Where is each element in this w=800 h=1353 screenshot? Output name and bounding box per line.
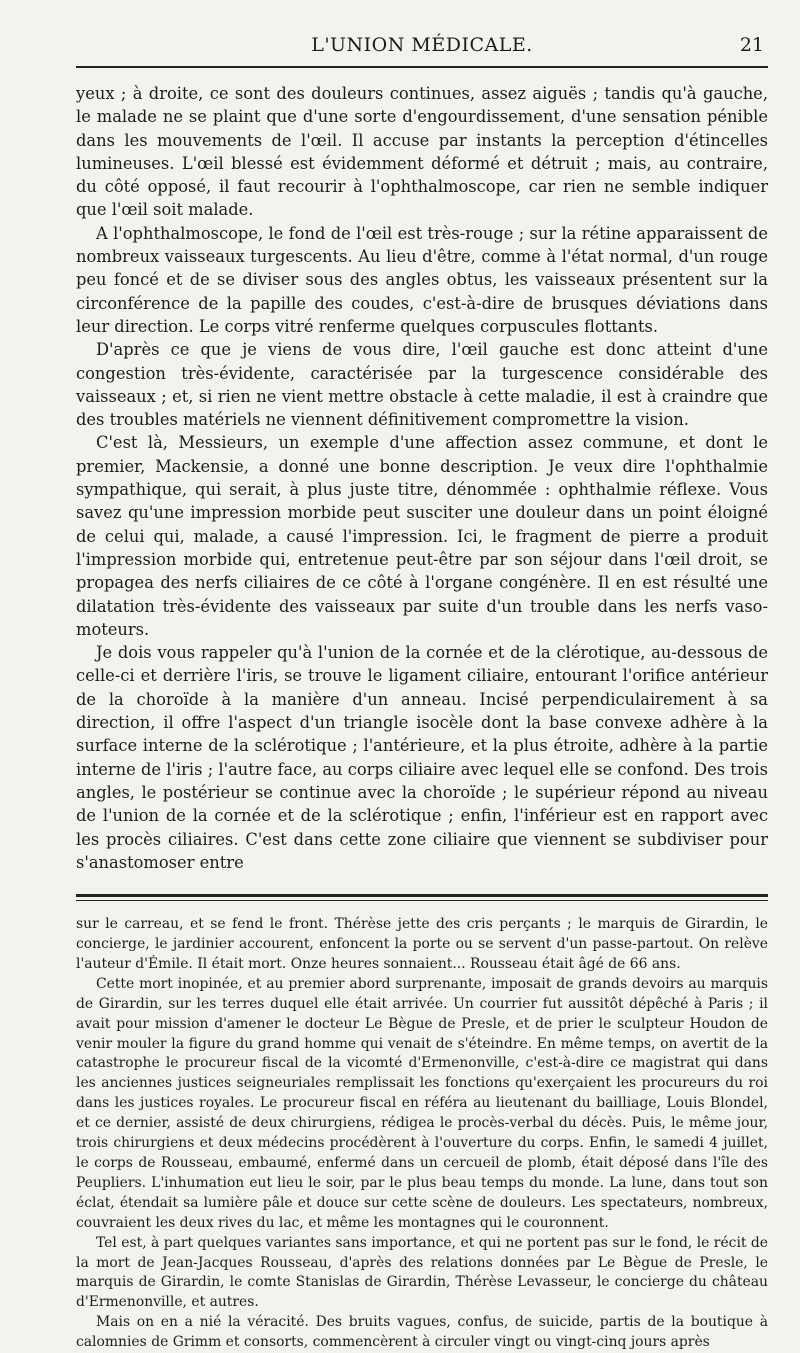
paragraph: C'est là, Messieurs, un exemple d'une affection assez commune, et dont le premier, Mackensie, a donné une bonne description. Je veux dire l'ophthalmie sympathique, qui serait, à plus juste titre, dénommée : ophthalmie réflexe. Vous savez qu'une impression morbide peut susciter une douleur dans un point éloigné de celui qui, malade, a causé l'impression. Ici, le fragment de pierre a produit l'impression morbide qui, entretenue peut-être par son séjour dans l'œil droit, se propagea des nerfs ciliaires de ce côté à l'organe congénère. Il en est résulté une dilatation très-évidente des vaisseaux par suite d'un trouble dans les nerfs vaso-moteurs.: [76, 433, 768, 639]
paragraph: Mais on en a nié la véracité. Des bruits vagues, confus, de suicide, partis de la boutique à calomnies de Grimm et consorts, commencèrent à circuler vingt ou vingt-cinq jours après: [76, 1314, 768, 1351]
page-header: [76, 30, 768, 68]
paragraph: A l'ophthalmoscope, le fond de l'œil est très-rouge ; sur la rétine apparaissent de nombreux vaisseaux turgescents. Au lieu d'être, comme à l'état normal, d'un rouge peu foncé et de se diviser sous des angles obtus, les vaisseaux présentent sur la circonférence de la papille des coudes, c'est-à-dire de brusques déviations dans leur direction. Le corps vitré renferme quelques corpuscules flottants.: [76, 223, 768, 336]
feuilleton-text: [76, 915, 768, 1353]
main-text: [76, 82, 768, 874]
running-title: L'UNION MÉDICALE.: [311, 34, 533, 56]
paragraph: D'après ce que je viens de vous dire, l'œil gauche est donc atteint d'une congestion très-évidente, caractérisée par la turgescence considérable des vaisseaux ; et, si rien ne vient mettre obstacle à cette maladie, il est à craindre que des troubles matériels ne viennent définitivement compromettre la vision.: [76, 340, 768, 430]
page-number: 21: [739, 34, 764, 56]
paragraph: Cette mort inopinée, et au premier abord surprenante, imposait de grands devoirs au marquis de Girardin, sur les terres duquel elle était arrivée. Un courrier fut aussitôt dépêché à Paris ; il avait pour mission d'amener le docteur Le Bègue de Presle, et de prier le sculpteur Houdon de venir mouler la figure du grand homme qui venait de s'éteindre. En même temps, on avertit de la catastrophe le procureur fiscal de la vicomté d'Ermenonville, c'est-à-dire ce magistrat qui dans les anciennes justices seigneuriales remplissait les fonctions qu'exerçaient les procureurs du roi dans les justices royales. Le procureur fiscal en référa au lieutenant du bailliage, Louis Blondel, et ce dernier, assisté de deux chirurgiens, rédigea le procès-verbal du décès. Puis, le même jour, trois chirurgiens et deux médecins procédèrent à l'ouverture du corps. Enfin, le samedi 4 juillet, le corps de Rousseau, embaumé, enfermé dans un cercueil de plomb, était déposé dans l'île des Peupliers. L'inhumation eut lieu le soir, par le plus beau temps du monde. La lune, dans tout son éclat, étendait sa lumière pâle et douce sur cette scène de douleurs. Les spectateurs, nombreux, couvraient les deux rives du lac, et même les montagnes qui le couronnent.: [76, 975, 768, 1231]
paragraph: sur le carreau, et se fend le front. Thérèse jette des cris perçants ; le marquis de Girardin, le concierge, le jardinier accourent, enfoncent la porte ou se servent d'un passe-partout. On relève l'auteur d'Émile. Il était mort. Onze heures sonnaient... Rousseau était âgé de 66 ans.: [76, 916, 768, 972]
paragraph: Tel est, à part quelques variantes sans importance, et qui ne portent pas sur le fond, le récit de la mort de Jean-Jacques Rousseau, d'après des relations données par Le Bègue de Presle, le marquis de Girardin, le comte Stanislas de Girardin, Thérèse Levasseur, le concierge du château d'Ermenonville, et autres.: [76, 1234, 768, 1311]
paragraph: Je dois vous rappeler qu'à l'union de la cornée et de la clérotique, au-dessous de celle-ci et derrière l'iris, se trouve le ligament ciliaire, entourant l'orifice antérieur de la choroïde à la manière d'un anneau. Incisé perpendiculairement à sa direction, il offre l'aspect d'un triangle isocèle dont la base convexe adhère à la surface interne de la sclérotique ; l'antérieure, et la plus étroite, adhère à la partie interne de l'iris ; l'autre face, au corps ciliaire avec lequel elle se confond. Des trois angles, le postérieur se continue avec la choroïde ; le supérieur répond au niveau de l'union de la cornée et de la sclérotique ; enfin, l'inférieur est en rapport avec les procès ciliaires. C'est dans cette zone ciliaire que viennent se subdiviser pour s'anastomoser entre: [76, 643, 768, 872]
paragraph: yeux ; à droite, ce sont des douleurs continues, assez aiguës ; tandis qu'à gauche, le malade ne se plaint que d'une sorte d'engourdissement, d'une sensation pénible dans les mouvements de l'œil. Il accuse par instants la perception d'étincelles lumineuses. L'œil blessé est évidemment déformé et détruit ; mais, au contraire, du côté opposé, il faut recourir à l'ophthalmoscope, car rien ne semble indiquer que l'œil soit malade.: [76, 84, 768, 220]
book-page: [76, 30, 768, 1353]
feuilleton-rule: [76, 894, 768, 901]
